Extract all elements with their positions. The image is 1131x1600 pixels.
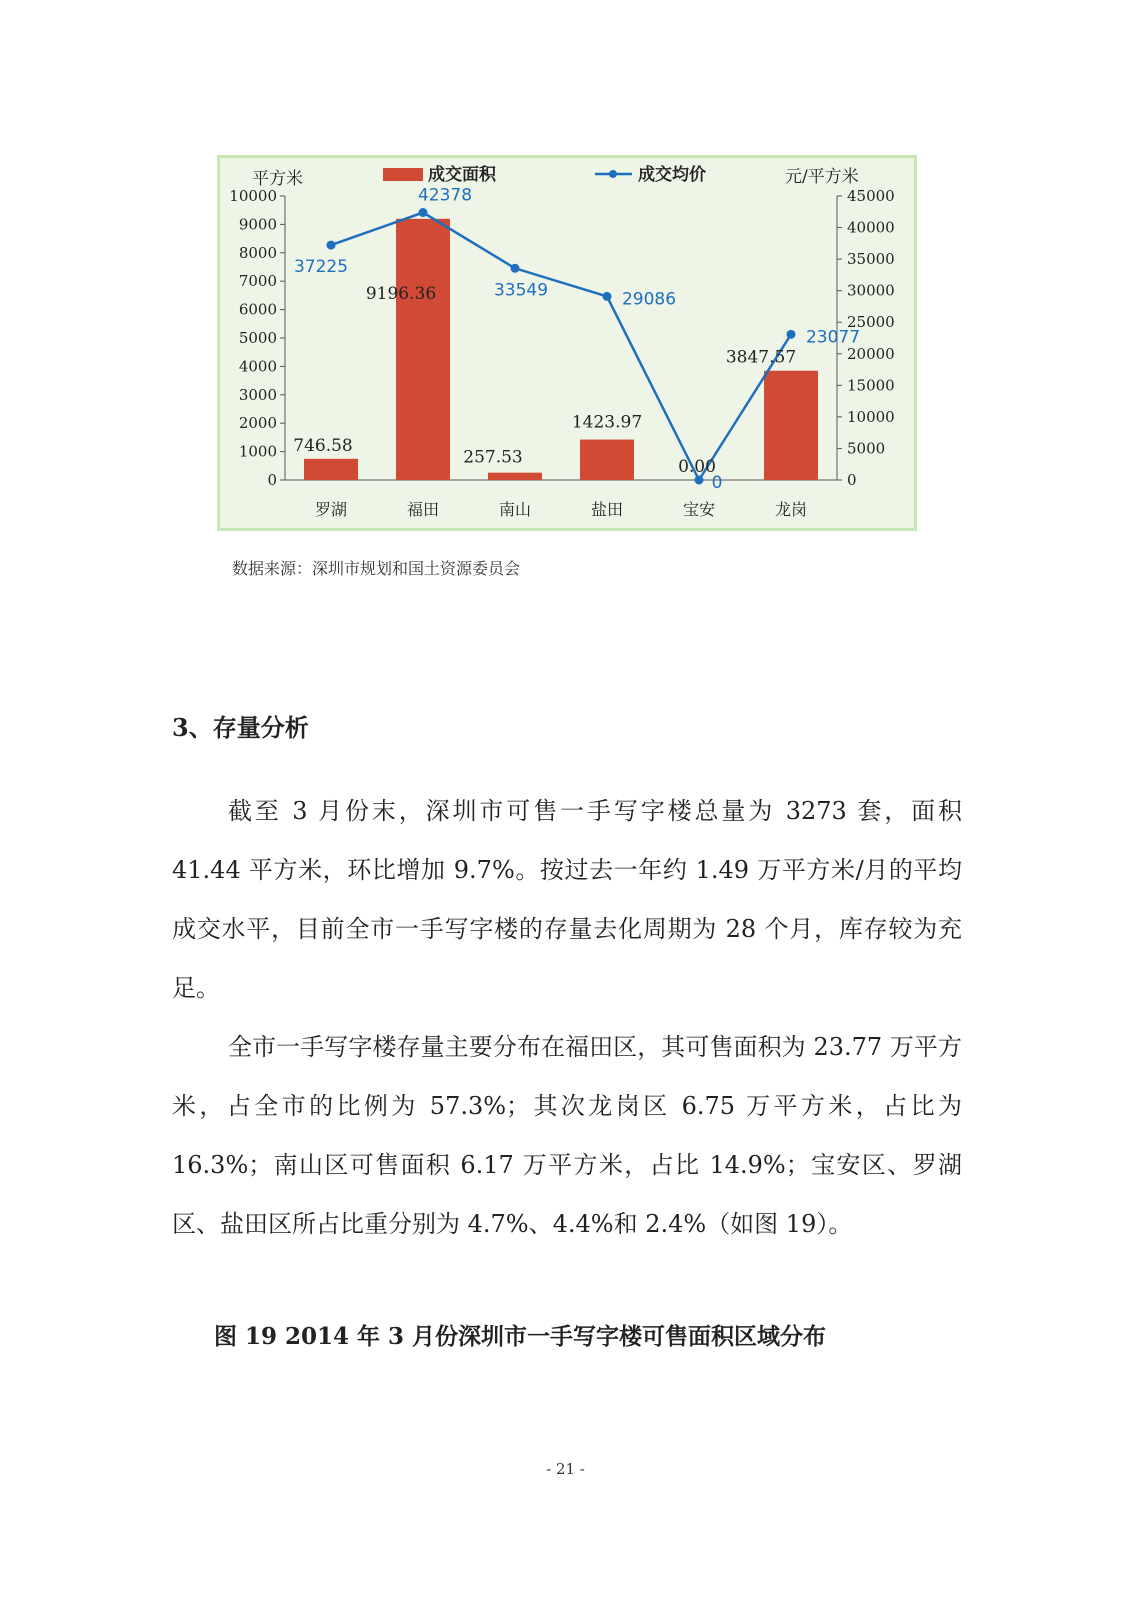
bar-value-label: 9196.36 (365, 283, 437, 304)
bar-福田 (396, 219, 450, 480)
data-source-note: 数据来源：深圳市规划和国土资源委员会 (232, 559, 521, 578)
bar-罗湖 (304, 459, 358, 480)
right-axis-tick-label: 5000 (847, 439, 886, 458)
right-axis-tick-label: 15000 (847, 376, 895, 395)
section-heading: 3、存量分析 (172, 713, 309, 742)
left-axis-tick-label: 3000 (238, 385, 277, 404)
legend-line-label: 成交均价 (638, 165, 706, 185)
right-axis-unit-label: 元/平方米 (785, 167, 859, 187)
price-point-盐田 (603, 292, 612, 301)
combo-chart (220, 158, 914, 528)
right-axis-tick-label: 20000 (847, 344, 895, 363)
left-axis-tick-label: 7000 (238, 272, 277, 291)
right-axis-tick-label: 45000 (847, 187, 895, 205)
price-point-龙岗 (787, 330, 796, 339)
bar-南山 (488, 473, 542, 480)
left-axis-tick-label: 10000 (229, 187, 277, 205)
bar-value-label: 746.58 (293, 435, 353, 456)
price-point-罗湖 (327, 241, 336, 250)
right-axis-tick-label: 10000 (847, 407, 895, 426)
category-label: 宝安 (682, 500, 716, 519)
left-axis-tick-label: 6000 (238, 300, 277, 319)
category-label: 罗湖 (314, 500, 348, 519)
left-axis-tick-label: 8000 (238, 243, 277, 262)
category-label: 福田 (406, 500, 440, 519)
bar-value-label: 257.53 (463, 447, 523, 468)
paragraph-inventory-distribution: 全市一手写字楼存量主要分布在福田区，其可售面积为 23.77 万平方米，占全市的比例为 57.3%；其次龙岗区 6.75 万平方米，占比为 16.3%；南山区可售面积 6.17 万平方米，占比 14.9%；宝安区、罗湖区、盐田区所占比重分别为 4.7%、4.4%和 2.4%（如图 19）。 (172, 1033, 962, 1238)
line-value-label: 42378 (417, 185, 473, 206)
line-value-label: 23077 (805, 327, 861, 348)
left-axis-tick-label: 9000 (238, 215, 277, 234)
legend-line-marker (609, 170, 617, 178)
bar-value-label: 3847.57 (725, 347, 797, 368)
legend-bar-label: 成交面积 (428, 165, 496, 185)
right-axis-tick-label: 25000 (847, 313, 895, 332)
bar-value-label: 0.00 (678, 457, 716, 477)
price-point-南山 (511, 264, 520, 273)
price-point-福田 (419, 208, 428, 217)
bar-龙岗 (764, 371, 818, 480)
left-axis-unit-label: 平方米 (252, 169, 303, 189)
category-label: 盐田 (590, 500, 624, 519)
line-value-label: 29086 (621, 289, 677, 310)
right-axis-tick-label: 40000 (847, 218, 895, 237)
left-axis-tick-label: 5000 (238, 329, 277, 347)
paragraph-inventory-total: 截至 3 月份末，深圳市可售一手写字楼总量为 3273 套，面积 41.44 平方米，环比增加 9.7%。按过去一年约 1.49 万平方米/月的平均成交水平，目前全市一手写字楼的存量去化周期为 28 个月，库存较为充足。 (172, 797, 962, 1002)
left-axis-tick-label: 2000 (238, 414, 277, 433)
line-value-label: 37225 (293, 257, 349, 278)
category-label: 龙岗 (774, 500, 808, 519)
right-axis-tick-label: 30000 (847, 281, 895, 300)
chart-panel (217, 155, 917, 531)
right-axis-tick-label: 35000 (847, 250, 895, 269)
line-value-label: 0 (711, 473, 723, 493)
page-number: - 21 - (546, 1460, 585, 1478)
bar-value-label: 1423.97 (571, 412, 643, 433)
left-axis-tick-label: 1000 (238, 442, 277, 461)
right-axis-tick-label: 0 (847, 471, 857, 489)
bar-盐田 (580, 440, 634, 480)
figure-caption: 图 19 2014 年 3 月份深圳市一手写字楼可售面积区域分布 (214, 1323, 827, 1350)
legend-bar-swatch (383, 168, 423, 181)
line-value-label: 33549 (493, 280, 549, 301)
left-axis-tick-label: 4000 (238, 357, 277, 376)
category-label: 南山 (498, 500, 532, 519)
left-axis-tick-label: 0 (267, 471, 277, 489)
